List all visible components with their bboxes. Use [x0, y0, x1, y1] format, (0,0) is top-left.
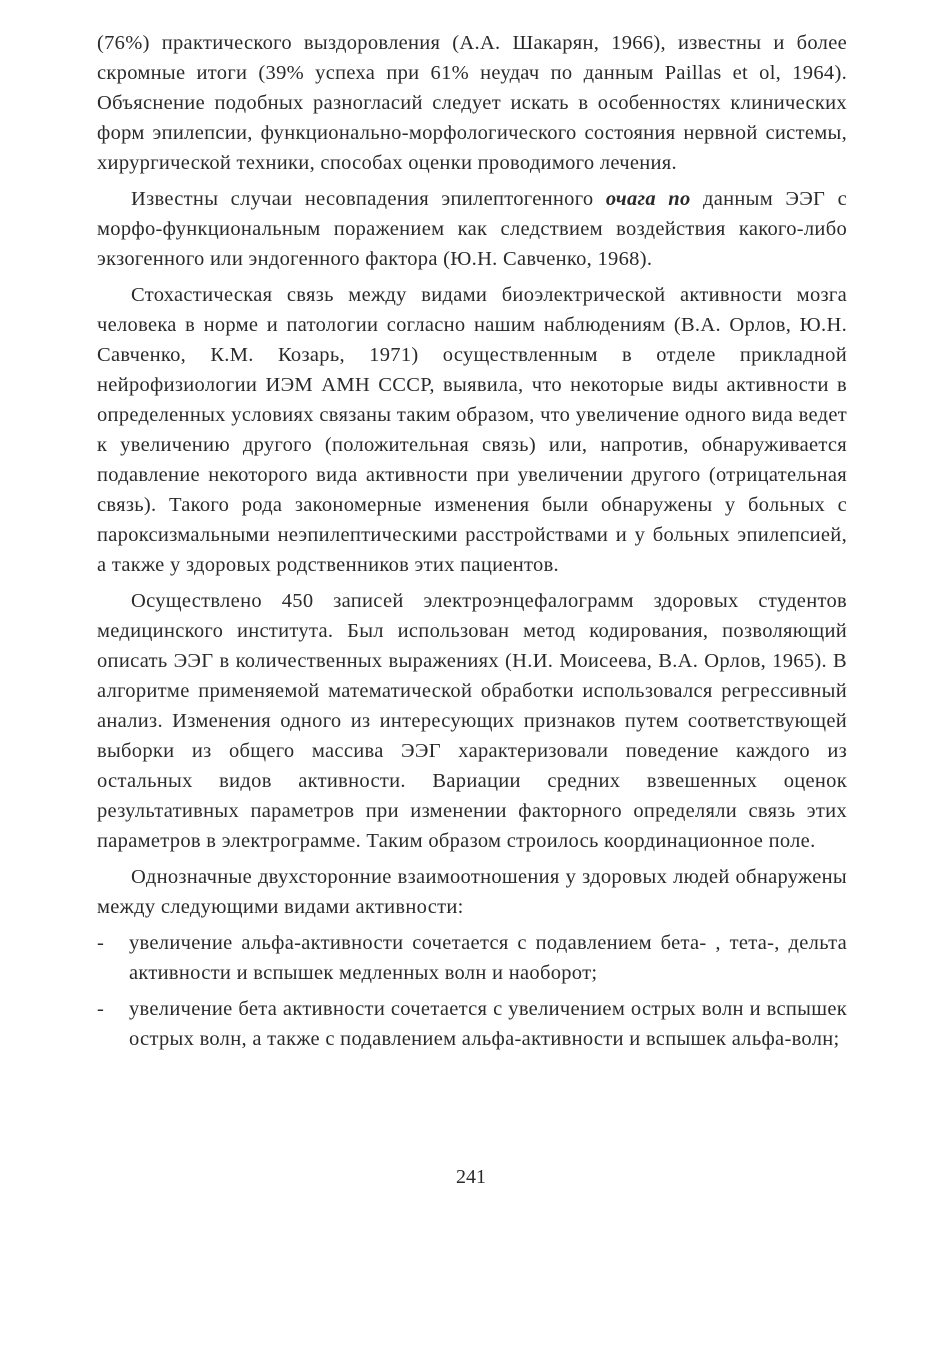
paragraph-4: Осуществлено 450 записей электроэнцефалограмм здоровых студентов медицинского института. Был использован метод кодирования, позволяющий описать ЭЭГ в количественных выражениях (Н.И. Моисеева, В.А. Орлов, 1965). В алгоритме применяемой математической обработки использовался регрессивный анализ. Изменения одного из интересующих признаков путем соответствующей выборки из общего массива ЭЭГ характеризовали поведение каждого из остальных видов активности. Вариации средних взвешенных оценок результативных параметров при изменении факторного определяли связь этих параметров в электрограмме. Таким образом строилось координационное поле.	[97, 590, 847, 852]
paragraph-2-text-end: данным ЭЭГ с морфо-функциональным поражением как следствием воздействия какого-либо экзогенного или эндогенного фактора (Ю.Н. Савченко, 1968).	[97, 188, 847, 270]
paragraph-2-text-start: Известны случаи несовпадения эпилептогенного	[131, 188, 606, 210]
paragraph-5: Однозначные двухсторонние взаимоотношения у здоровых людей обнаружены между следующими видами активности:	[97, 866, 847, 918]
list-item	[97, 928, 847, 988]
list-item-text: увеличение бета активности сочетается с увеличением острых волн и вспышек острых волн, а также с подавлением альфа-активности и вспышек альфа-волн;	[129, 998, 847, 1050]
page-body	[97, 28, 847, 1060]
paragraph-2-emphasis: очага по	[605, 188, 691, 210]
page-number: 241	[456, 1166, 486, 1188]
activity-list	[97, 928, 847, 1054]
list-marker: -	[97, 998, 105, 1020]
list-item-text: увеличение альфа-активности сочетается с подавлением бета- , тета-, дельта активности и вспышек медленных волн и наоборот;	[129, 932, 847, 984]
list-item	[97, 994, 847, 1054]
paragraph-3: Стохастическая связь между видами биоэлектрической активности мозга человека в норме и патологии согласно нашим наблюдениям (В.А. Орлов, Ю.Н. Савченко, К.М. Козарь, 1971) осуществленным в отделе прикладной нейрофизиологии ИЭМ АМН СССР, выявила, что некоторые виды активности в определенных условиях связаны таким образом, что увеличение одного вида ведет к увеличению другого (положительная связь) или, напротив, обнаруживается подавление некоторого вида активности при увеличении другого (отрицательная связь). Такого рода закономерные изменения были обнаружены у больных с пароксизмальными неэпилептическими расстройствами и у больных эпилепсией, а также у здоровых родственников этих пациентов.	[97, 284, 847, 576]
paragraph-1: (76%) практического выздоровления (А.А. Шакарян, 1966), известны и более скромные итоги (39% успеха при 61% неудач по данным Paillas et ol, 1964). Объяснение подобных разногласий следует искать в особенностях клинических форм эпилепсии, функционально-морфологического состояния нервной системы, хирургической техники, способах оценки проводимого лечения.	[97, 32, 847, 174]
list-marker: -	[97, 932, 105, 954]
paragraph-2	[97, 184, 847, 274]
